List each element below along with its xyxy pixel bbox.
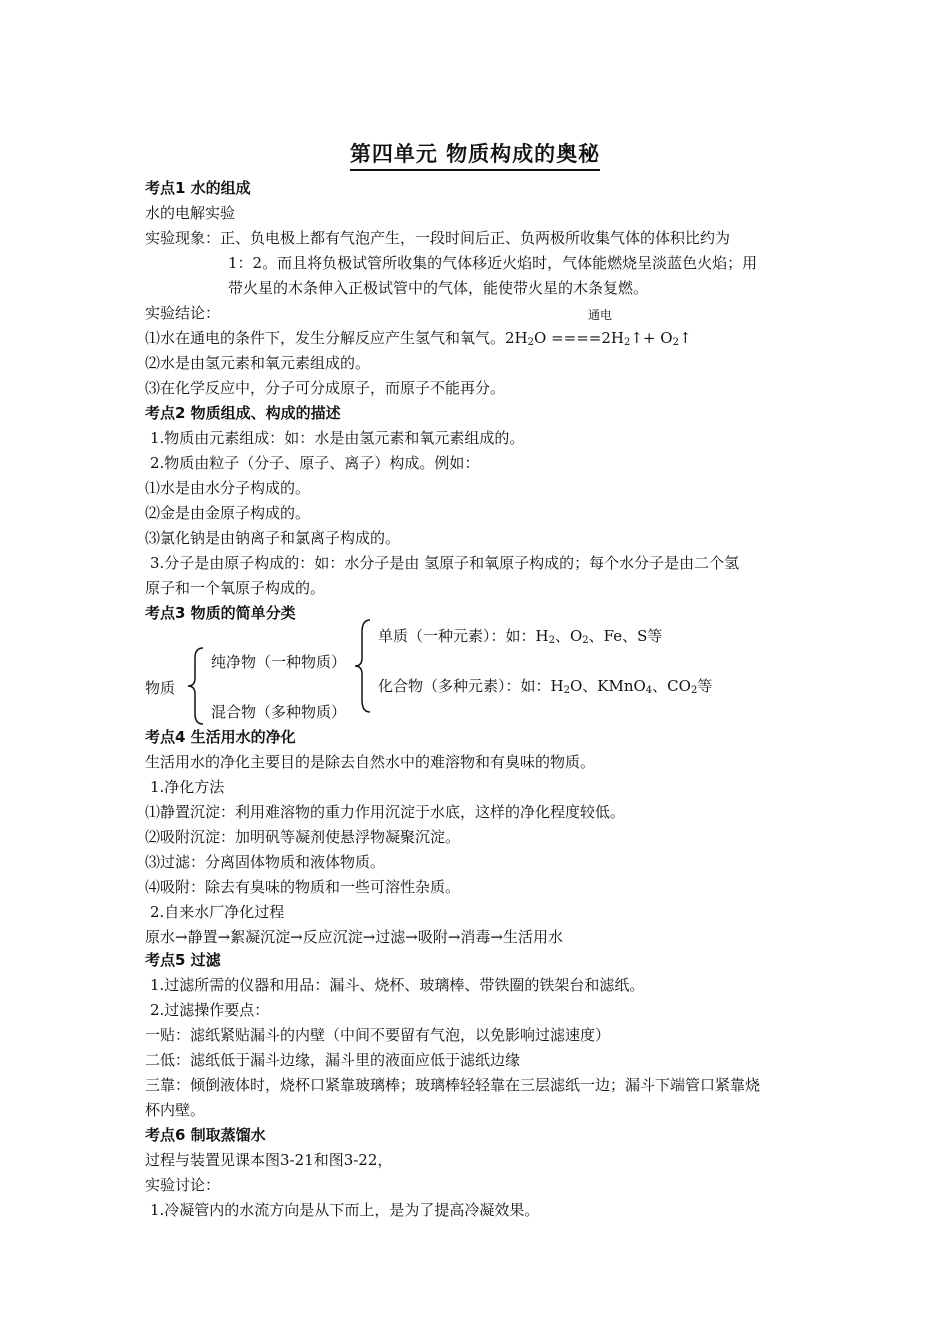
classification-root: 物质 <box>145 679 176 697</box>
s1-conclusion-2: ⑵水是由氢元素和氧元素组成的。 <box>145 354 371 372</box>
s1-conclusion-1 <box>145 328 692 348</box>
s4-line: 生活用水的净化主要目的是除去自然水中的难溶物和有臭味的物质。 <box>145 753 596 771</box>
s1-phenomenon-line-2: 1：2。而且将负极试管所收集的气体移近火焰时，气体能燃烧呈淡蓝色火焰；用 <box>228 254 758 272</box>
classification-mixture: 混合物（多种物质） <box>211 703 347 721</box>
eq-part: ↑+ O <box>630 329 673 347</box>
classification-element <box>378 626 662 646</box>
reaction-condition: 通电 <box>588 308 613 322</box>
compound-text: O、KMnO <box>569 677 646 695</box>
title-text: 第四单元 物质构成的奥秘 <box>350 138 600 171</box>
s5-line: 2.过滤操作要点： <box>150 1001 270 1019</box>
section-1-heading: 考点1 水的组成 <box>145 179 251 197</box>
eq-sub: 2 <box>527 337 535 348</box>
section-4-heading: 考点4 生活用水的净化 <box>145 728 296 746</box>
eq-part: 2H <box>505 329 528 347</box>
s5-line: 一贴：滤纸紧贴漏斗的内壁（中间不要留有气泡，以免影响过滤速度） <box>145 1026 611 1044</box>
phenomenon-label: 实验现象： <box>145 229 221 247</box>
s2-line: 2.物质由粒子（分子、原子、离子）构成。例如： <box>150 454 480 472</box>
element-text: 单质（一种元素）：如：H <box>378 627 549 645</box>
s2-line: 3.分子是由原子构成的：如：水分子是由 氢原子和氧原子构成的；每个水分子是由二个氢 <box>150 554 740 572</box>
s2-line: ⑴水是由水分子构成的。 <box>145 479 311 497</box>
s1-line: 水的电解实验 <box>145 204 236 222</box>
eq-part: ↑ <box>678 329 692 347</box>
s5-line: 二低：滤纸低于漏斗边缘，漏斗里的液面应低于滤纸边缘 <box>145 1051 521 1069</box>
s1-phenomenon-line-1 <box>145 228 730 248</box>
s5-line: 1.过滤所需的仪器和用品：漏斗、烧杯、玻璃棒、带铁圈的铁架台和滤纸。 <box>150 976 645 994</box>
section-5-heading: 考点5 过滤 <box>145 951 221 969</box>
formula-sub: 2 <box>563 685 570 696</box>
s6-line: 过程与装置见课本图3-21和图3-22， <box>145 1151 393 1169</box>
s1-conclusion-3: ⑶在化学反应中，分子可分成原子，而原子不能再分。 <box>145 379 506 397</box>
s6-line: 实验讨论： <box>145 1176 221 1194</box>
section-2-heading: 考点2 物质组成、构成的描述 <box>145 404 341 422</box>
document-title <box>0 138 950 171</box>
classification-compound <box>378 676 712 696</box>
s1-conclusion-label: 实验结论： <box>145 304 221 322</box>
s2-line: 1.物质由元素组成：如：水是由氢元素和氧元素组成的。 <box>150 429 525 447</box>
compound-text: 、CO <box>652 677 691 695</box>
s2-line: ⑵金是由金原子构成的。 <box>145 504 311 522</box>
s4-line: 2.自来水厂净化过程 <box>150 903 285 921</box>
brace-icon <box>352 618 374 714</box>
s1-phenomenon-line-3: 带火星的木条伸入正极试管中的气体，能使带火星的木条复燃。 <box>228 279 649 297</box>
eq-sub: 2 <box>672 337 679 348</box>
s4-process-flow: 原水→静置→絮凝沉淀→反应沉淀→过滤→吸附→消毒→生活用水 <box>145 928 563 946</box>
brace-icon <box>185 646 207 726</box>
classification-pure: 纯净物（一种物质） <box>211 653 347 671</box>
s5-line: 杯内壁。 <box>145 1101 206 1119</box>
eq-sub: 2 <box>623 337 631 348</box>
eq-part: O ====2H <box>534 329 624 347</box>
s4-line: ⑷吸附：除去有臭味的物质和一些可溶性杂质。 <box>145 878 461 896</box>
section-3-heading: 考点3 物质的简单分类 <box>145 604 296 622</box>
s4-line: ⑶过滤：分离固体物质和液体物质。 <box>145 853 386 871</box>
formula-sub: 2 <box>690 685 698 696</box>
s2-line: 原子和一个氧原子构成的。 <box>145 579 326 597</box>
s4-line: ⑵吸附沉淀：加明矾等凝剂使悬浮物凝聚沉淀。 <box>145 828 461 846</box>
conclusion-1-text: ⑴水在通电的条件下，发生分解反应产生氢气和氧气。 <box>145 329 506 347</box>
section-6-heading: 考点6 制取蒸馏水 <box>145 1126 266 1144</box>
s4-line: 1.净化方法 <box>150 778 225 796</box>
formula-sub: 2 <box>548 635 555 646</box>
s5-line: 三靠：倾倒液体时，烧杯口紧靠玻璃棒；玻璃棒轻轻靠在三层滤纸一边；漏斗下端管口紧靠烧 <box>145 1076 761 1094</box>
element-text: 、Fe、S等 <box>588 627 663 645</box>
phenomenon-text-1: 正、负电极上都有气泡产生，一段时间后正、负两极所收集气体的体积比约为 <box>220 229 731 247</box>
s6-line: 1.冷凝管内的水流方向是从下而上，是为了提高冷凝效果。 <box>150 1201 540 1219</box>
element-text: 、O <box>554 627 583 645</box>
formula-sub: 2 <box>582 635 589 646</box>
equation <box>505 329 692 347</box>
s4-line: ⑴静置沉淀：利用难溶物的重力作用沉淀于水底，这样的净化程度较低。 <box>145 803 626 821</box>
s2-line: ⑶氯化钠是由钠离子和氯离子构成的。 <box>145 529 401 547</box>
formula-sub: 4 <box>645 685 653 696</box>
compound-text: 化合物（多种元素）：如：H <box>378 677 564 695</box>
compound-text: 等 <box>697 677 713 695</box>
